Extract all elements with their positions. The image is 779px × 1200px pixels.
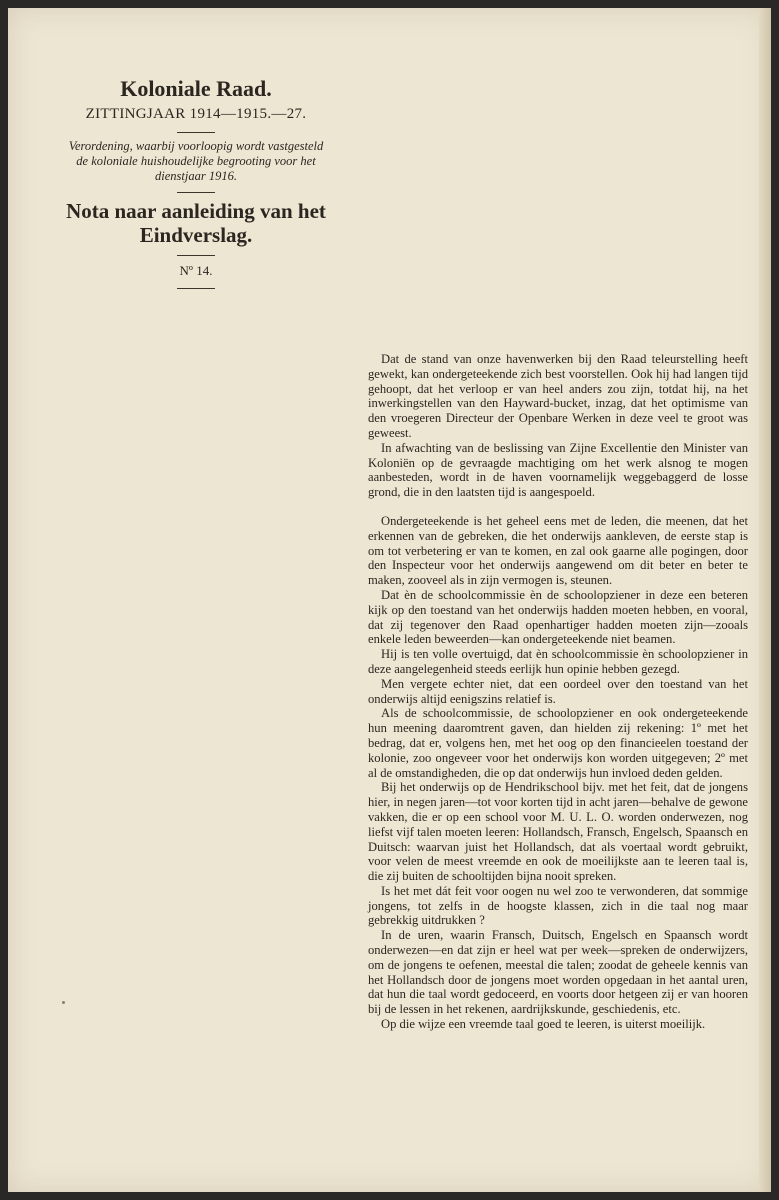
document-header — [60, 76, 332, 295]
divider-rule — [177, 132, 215, 133]
paragraph: Is het met dát feit voor oogen nu wel zoo te verwonderen, dat sommige jongens, tot zelfs in de hoogste klassen, zich in die taal nog maar gebrekkig uitdrukken ? — [368, 883, 748, 928]
paragraph: Men vergete echter niet, dat een oordeel over den toestand van het onderwijs altijd eenigszins relatief is. — [368, 676, 748, 706]
page-spine-shadow — [759, 8, 771, 1192]
paragraph: Op die wijze een vreemde taal goed te leeren, is uiterst moeilijk. — [381, 1017, 706, 1032]
paragraph: Dat de stand van onze havenwerken bij den Raad teleurstelling heeft gewekt, kan ondergeteekende zich best voorstellen. Ook hij had langen tijd gehoopt, dat het verloop er van heel anders zou zijn, totdat hij, na het inwerkingstellen van den Hayward-bucket, inzag, dat het optimisme van den vroegeren Directeur der Openbare Werken in deze veel te groot was geweest. — [368, 352, 748, 440]
paragraph: Dat èn de schoolcommissie èn de schoolopziener in deze een beteren kijk op den toestand van het onderwijs hadden moeten hebben, en vooral, dat zij tegenover den Raad openhartiger hadden moeten zijn—zooals enkele leden beweerden—kan ondergeteekende niet beamen. — [368, 587, 748, 647]
document-page — [8, 8, 771, 1192]
paragraph: Bij het onderwijs op de Hendrikschool bijv. met het feit, dat de jongens hier, in negen jaren—tot voor korten tijd in acht jaren—behalve de gewone vakken, die er op een school voor M. U. L. O. worden onderwezen, nog liefst vijf talen moeten leeren: Hollandsch, Fransch, Engelsch, Spaansch en Duitsch: waarvan juist het Hollandsch, dat als voertaal wordt gebruikt, voor velen de meest vreemde en ook de moeilijkste aan te leeren taal is, die zij buiten de schooltijden bijna nooit spreken. — [368, 780, 748, 884]
paragraph: Hij is ten volle overtuigd, dat èn schoolcommissie èn schoolopziener in deze aangelegenheid steeds eerlijk hun opinie hebben gezegd. — [368, 647, 748, 676]
paragraph: Als de schoolcommissie, de schoolopziener en ook ondergeteekende hun meening daaromtrent gaven, dan hielden zij rekening: 1º met het bedrag, dat er, volgens hen, met het oog op den financieelen toestand der kolonie, zoo ongeveer voor het onderwijs kon worden uitgegeven; 2º met al de omstandigheden, die op dat onderwijs hun invloed deden gelden. — [368, 706, 748, 780]
council-title: Koloniale Raad. — [120, 76, 272, 101]
divider-rule — [177, 192, 215, 193]
paragraph: In afwachting van de beslissing van Zijne Excellentie den Minister van Koloniën op de gevraagde machtiging om het werk alsnog te mogen aanbesteden, wordt in de haven voornamelijk weggebaggerd de losse grond, die in den laatsten tijd is aangespoeld. — [368, 440, 748, 500]
ordinance-subtitle: Verordening, waarbij voorloopig wordt vastgesteld de koloniale huishoudelijke begrooting voor het dienstjaar 1916. — [68, 139, 324, 183]
paper-speck — [62, 1001, 65, 1004]
divider-rule — [177, 288, 215, 289]
paragraph: In de uren, waarin Fransch, Duitsch, Engelsch en Spaansch wordt onderwezen—en dat zijn er heel wat per week—spreken de onderwijzers, om de jongens te oefenen, meestal die talen; zoodat de geheele kennis van het Hollandsch door de jongens moet worden opgedaan in het aantal uren, dat hun die taal wordt gedoceerd, en voorts door hetgeen zij er van hooren bij de lessen in het rekenen, aardrijkskunde, geschiedenis, etc. — [368, 928, 748, 1017]
nota-heading: Nota naar aanleiding van het Eindverslag. — [66, 199, 326, 247]
divider-rule — [177, 255, 215, 256]
document-number: Nº 14. — [179, 263, 213, 278]
session-year: ZITTINGJAAR 1914—1915.—27. — [85, 106, 307, 122]
body-text — [368, 352, 748, 1032]
paragraph: Ondergeteekende is het geheel eens met de leden, die meenen, dat het erkennen van de gebreken, die het onderwijs aankleven, de eerste stap is om tot verbetering er van te komen, en zal ook gaarne alle pogingen, door den Inspecteur voor het onderwijs aangewend om dit beter en beter te maken, zooveel als in zijn vermogen is, steunen. — [368, 513, 748, 588]
